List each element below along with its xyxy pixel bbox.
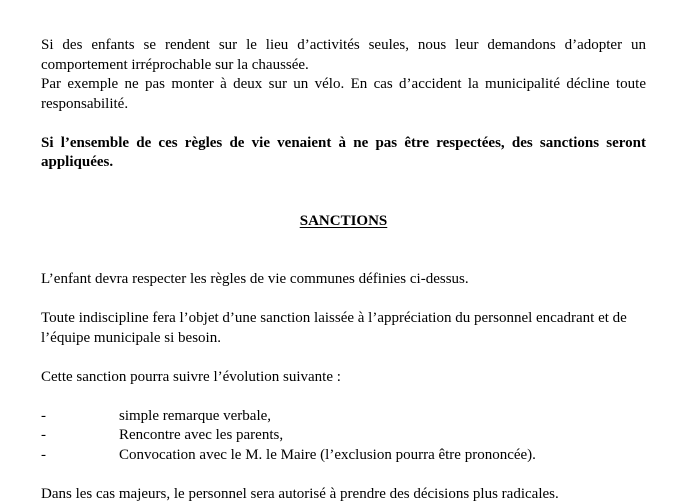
list-item	[41, 426, 646, 446]
list-dash: -	[41, 446, 119, 466]
sanction-list	[41, 407, 646, 466]
list-dash: -	[41, 426, 119, 446]
spacer	[41, 348, 646, 368]
list-dash: -	[41, 407, 119, 427]
rules-paragraph: L’enfant devra respecter les règles de vie communes définies ci-dessus.	[41, 270, 646, 290]
warning-paragraph: Si l’ensemble de ces règles de vie venaient à ne pas être respectées, des sanctions seront appliquées.	[41, 134, 646, 173]
spacer	[41, 290, 646, 310]
spacer	[41, 387, 646, 407]
indiscipline-paragraph: Toute indiscipline fera l’objet d’une sanction laissée à l’appréciation du personnel encadrant et de l’équipe municipale si besoin.	[41, 309, 646, 348]
example-paragraph: Par exemple ne pas monter à deux sur un vélo. En cas d’accident la municipalité décline toute responsabilité.	[41, 75, 646, 114]
list-item-text: Rencontre avec les parents,	[119, 426, 283, 446]
spacer	[41, 231, 646, 270]
spacer	[41, 114, 646, 134]
list-item	[41, 407, 646, 427]
section-heading: SANCTIONS	[41, 212, 646, 232]
list-item	[41, 446, 646, 466]
spacer	[41, 173, 646, 212]
closing-paragraph: Dans les cas majeurs, le personnel sera autorisé à prendre des décisions plus radicales.	[41, 485, 646, 504]
list-item-text: simple remarque verbale,	[119, 407, 271, 427]
intro-paragraph: Si des enfants se rendent sur le lieu d’activités seules, nous leur demandons d’adopter un comportement irréprochable sur la chaussée.	[41, 36, 646, 75]
evolution-paragraph: Cette sanction pourra suivre l’évolution suivante :	[41, 368, 646, 388]
document-page	[41, 36, 646, 504]
list-item-text: Convocation avec le M. le Maire (l’exclusion pourra être prononcée).	[119, 446, 536, 466]
spacer	[41, 465, 646, 485]
